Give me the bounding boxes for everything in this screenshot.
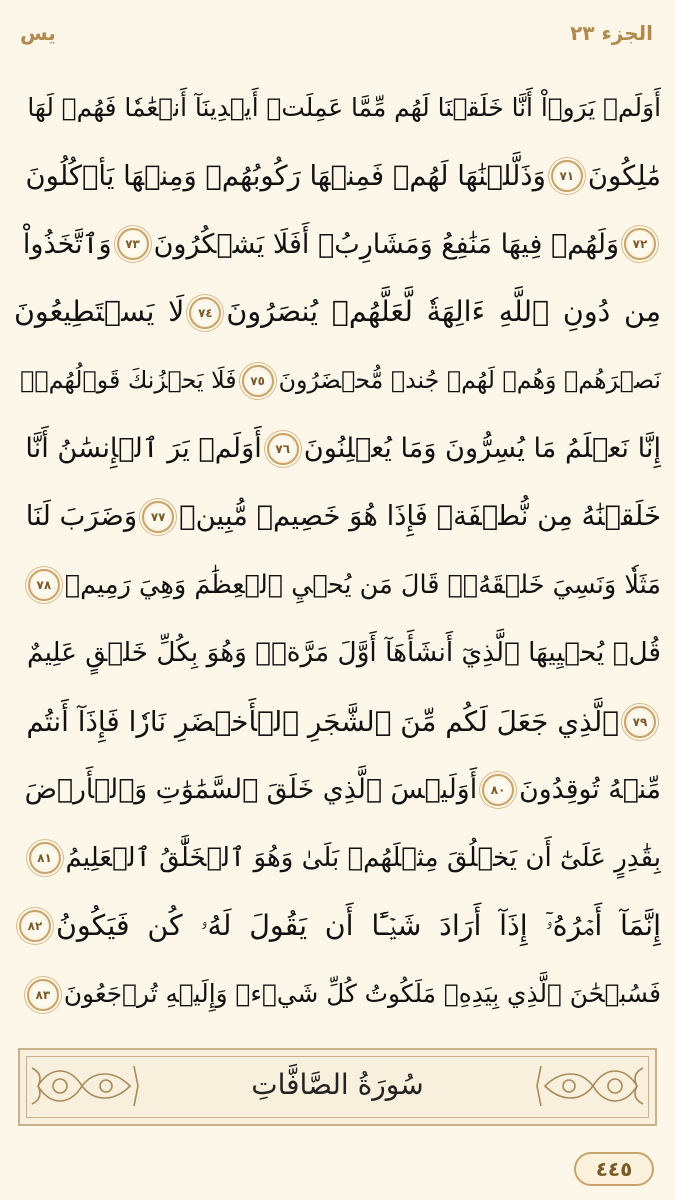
surah-title-banner bbox=[18, 1048, 657, 1126]
page-header bbox=[20, 18, 653, 48]
text-line bbox=[14, 892, 661, 960]
verse-text: إِنَّا نَعۡلَمُ مَا يُسِرُّونَ وَمَا يُعۡلِنُونَ bbox=[303, 433, 661, 465]
page-number-badge: ٤٤٥ bbox=[574, 1152, 654, 1186]
text-line bbox=[14, 551, 661, 619]
verse-text: وَلَهُمۡ فِيهَا مَنَٰفِعُ وَمَشَارِبُۚ أَفَلَا يَشۡكُرُونَ bbox=[153, 228, 619, 260]
verse-text: خَلَقۡنَٰهُ مِن نُّطۡفَةٖ فَإِذَا هُوَ خَصِيمٞ مُّبِينٞ bbox=[179, 500, 661, 533]
text-line bbox=[14, 756, 661, 824]
verse-text: أَوَلَمۡ يَرَوۡاْ أَنَّا خَلَقۡنَا لَهُم مِّمَّا عَمِلَتۡ أَيۡدِينَآ أَنۡعَٰمٗا فَهُمۡ لَهَا bbox=[27, 92, 661, 122]
verse-text: مَٰلِكُونَ bbox=[587, 160, 661, 192]
verse-text: وَٱتَّخَذُواْ bbox=[22, 228, 112, 260]
verse-text: لَا يَسۡتَطِيعُونَ bbox=[14, 295, 185, 329]
verse-text: فَسُبۡحَٰنَ ٱلَّذِي بِيَدِهِۦ مَلَكُوتُ كُلِّ شَيۡءٖ وَإِلَيۡهِ تُرۡجَعُونَ bbox=[63, 979, 661, 1009]
verse-text: فَلَا يَحۡزُنكَ قَوۡلُهُمۡۘ bbox=[20, 365, 237, 394]
text-line bbox=[14, 960, 661, 1028]
quran-text-block bbox=[14, 74, 661, 1029]
ayah-number-marker: ٨٠ bbox=[482, 774, 514, 806]
text-line bbox=[14, 279, 661, 347]
ayah-number-marker: ٧٧ bbox=[142, 501, 174, 533]
verse-text: أَوَلَمۡ يَرَ ٱلۡإِنسَٰنُ أَنَّا bbox=[25, 433, 262, 465]
text-line bbox=[14, 347, 661, 415]
verse-text: بِقَٰدِرٍ عَلَىٰٓ أَن يَخۡلُقَ مِثۡلَهُمۚ بَلَىٰ وَهُوَ ٱلۡخَلَّٰقُ ٱلۡعَلِيمُ bbox=[65, 843, 661, 874]
ayah-number-marker: ٧١ bbox=[551, 160, 583, 192]
verse-text: مَثَلٗا وَنَسِيَ خَلۡقَهُۥۖ قَالَ مَن يُحۡيِ ٱلۡعِظَٰمَ وَهِيَ رَمِيمٞ bbox=[64, 569, 661, 600]
ayah-number-marker: ٧٨ bbox=[28, 569, 60, 601]
verse-text: مِّنۡهُ تُوقِدُونَ bbox=[519, 773, 661, 805]
text-line bbox=[14, 483, 661, 551]
verse-text: إِنَّمَآ أَمۡرُهُۥٓ إِذَآ أَرَادَ شَيۡـًٔا أَن يَقُولَ لَهُۥ كُن فَيَكُونُ bbox=[56, 909, 661, 943]
text-line bbox=[14, 688, 661, 756]
next-surah-title: سُورَةُ الصَّافَّاتِ bbox=[251, 1068, 424, 1101]
verse-text: ٱلَّذِي جَعَلَ لَكُم مِّنَ ٱلشَّجَرِ ٱلۡأَخۡضَرِ نَارٗا فَإِذَآ أَنتُم bbox=[26, 704, 619, 738]
verse-text: قُلۡ يُحۡيِيهَا ٱلَّذِيٓ أَنشَأَهَآ أَوَّلَ مَرَّةٖۖ وَهُوَ بِكُلِّ خَلۡقٍ عَلِيمٌ bbox=[27, 638, 661, 669]
verse-text: نَصۡرَهُمۡ وَهُمۡ لَهُمۡ جُندٞ مُّحۡضَرُونَ bbox=[278, 365, 661, 394]
ayah-number-marker: ٧٥ bbox=[242, 365, 274, 397]
text-line bbox=[14, 142, 661, 210]
arabesque-ornament-icon bbox=[30, 1060, 140, 1112]
ayah-number-marker: ٨٣ bbox=[27, 979, 59, 1011]
ayah-number-marker: ٧٤ bbox=[189, 297, 221, 329]
verse-text: مِن دُونِ ٱللَّهِ ءَالِهَةٗ لَّعَلَّهُمۡ يُنصَرُونَ bbox=[226, 295, 661, 329]
verse-text: وَضَرَبَ لَنَا bbox=[25, 500, 138, 533]
juz-label: الجزء ٢٣ bbox=[570, 21, 653, 45]
arabesque-ornament-icon bbox=[535, 1060, 645, 1112]
text-line bbox=[14, 415, 661, 483]
ayah-number-marker: ٧٢ bbox=[624, 228, 656, 260]
text-line bbox=[14, 824, 661, 892]
ayah-number-marker: ٧٦ bbox=[267, 433, 299, 465]
verse-text: وَذَلَّلۡنَٰهَا لَهُمۡ فَمِنۡهَا رَكُوبُهُمۡ وَمِنۡهَا يَأۡكُلُونَ bbox=[25, 160, 546, 192]
ayah-number-marker: ٨٢ bbox=[19, 910, 51, 942]
ayah-number-marker: ٧٩ bbox=[624, 706, 656, 738]
text-line bbox=[14, 74, 661, 142]
ayah-number-marker: ٧٣ bbox=[117, 228, 149, 260]
text-line bbox=[14, 210, 661, 278]
text-line bbox=[14, 620, 661, 688]
surah-name-header: يس bbox=[20, 21, 56, 45]
verse-text: أَوَلَيۡسَ ٱلَّذِي خَلَقَ ٱلسَّمَٰوَٰتِ وَٱلۡأَرۡضَ bbox=[24, 773, 478, 805]
ayah-number-marker: ٨١ bbox=[29, 842, 61, 874]
